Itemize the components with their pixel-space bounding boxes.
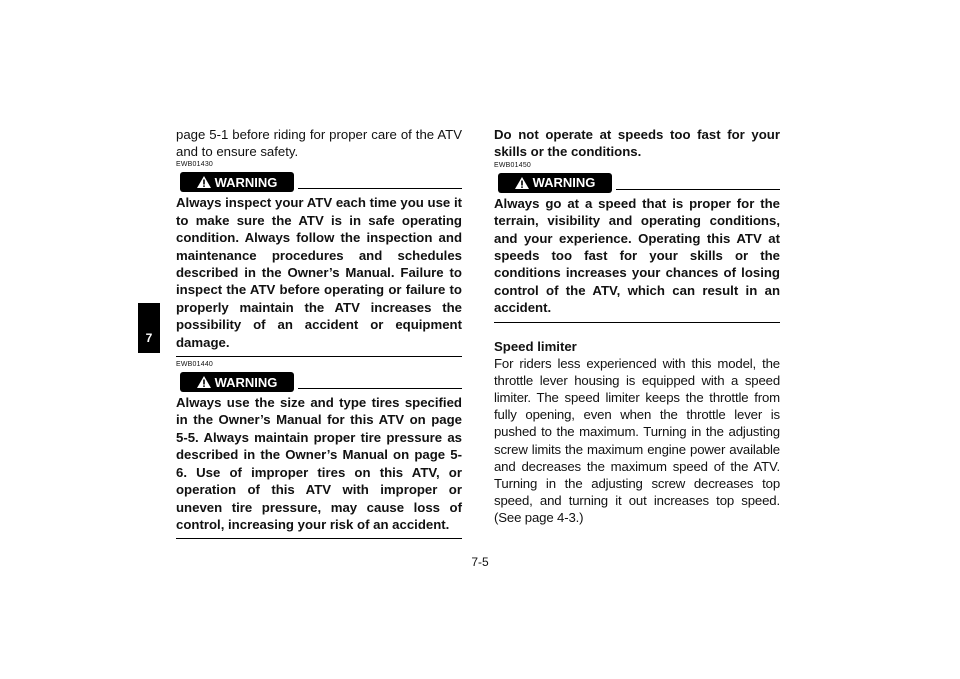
intro-text: page 5-1 before riding for proper care of the ATV and to ensure safety. [176,127,462,160]
warning-rule [298,188,462,189]
warning-label: WARNING [214,374,278,390]
warning-label: WARNING [532,175,596,191]
page-number: 7-5 [471,555,489,569]
warning-end-rule [494,322,780,323]
warning-triangle-icon [197,376,211,388]
warning-text: Always go at a speed that is proper for the terrain, visibility and operating conditions, and your experience. Operating this ATV at speeds too fast for your skills or the conditions increases your chances of losing control of the ATV, which can result in an accident. [494,195,780,316]
right-column [494,126,780,527]
warning-header [176,172,462,194]
chapter-tab [138,303,160,353]
warning-code: EWB01440 [176,361,214,369]
warning-code: EWB01450 [494,161,532,169]
warning-badge [180,372,294,392]
warning-header [176,372,462,394]
warning-end-rule [176,538,462,539]
warning-end-rule [176,356,462,357]
warning-text: Always use the size and type tires specified in the Owner’s Manual for this ATV on page 5-5. Always maintain proper tire pressure as described in the Owner’s Manual on page 5-6. Use of improper tires on this ATV, or operation of this ATV with improper or uneven tire pressure, may cause loss of control, increasing your risk of an accident. [176,395,462,532]
warning-header [494,173,780,195]
warning-rule [298,388,462,389]
warning-badge [180,172,294,192]
section-heading: Do not operate at speeds too fast for your skills or the conditions. [494,127,780,160]
warning-text: Always inspect your ATV each time you use it to make sure the ATV is in safe operating condition. Always follow the inspection and maintenance procedures and schedules described in the Owner’s Manual. Failure to inspect the ATV before operating or failure to properly maintain the ATV increases the possibility of an accident or equipment damage. [176,195,462,350]
warning-rule [616,189,780,190]
warning-label: WARNING [214,174,278,190]
warning-triangle-icon [197,176,211,188]
warning-code: EWB01430 [176,161,214,169]
chapter-number: 7 [145,331,153,345]
warning-badge [498,173,612,193]
speed-limiter-title: Speed limiter [494,338,577,354]
warning-triangle-icon [515,177,529,189]
left-column [176,126,462,539]
speed-limiter-text: For riders less experienced with this model, the throttle lever housing is equipped with a speed limiter. The speed limiter keeps the throttle from fully opening, even when the throttle lever is pushed to the maximum. Turning in the adjusting screw limits the maximum engine power available and decreases the maximum speed of the ATV. Turning in the adjusting screw decreases top speed, and turning it out increases top speed. (See page 4-3.) [494,355,780,526]
